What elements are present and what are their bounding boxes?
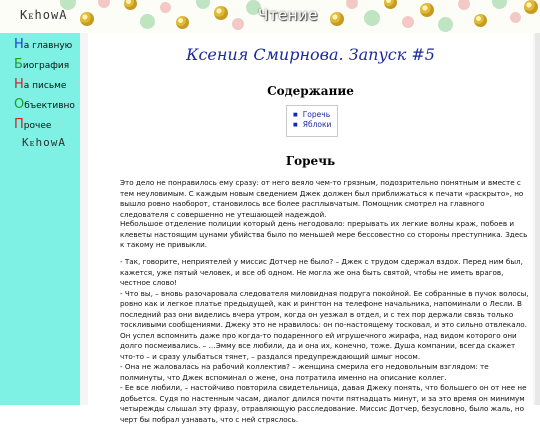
top-banner xyxy=(0,0,540,34)
sidebar-item-other[interactable] xyxy=(14,117,75,137)
site-logo[interactable]: KᴇhowA xyxy=(20,8,68,22)
sidebar-item-home[interactable] xyxy=(14,37,75,57)
story-paragraph: Небольшое отделение полиции который день негодовало: прерывать их легкие волны краж, побоев и клеветы настоящим цунами убийства было по меньшей мере бессовестно со стороны преступника. Здесь к такому не привыкли. xyxy=(120,219,528,249)
toc-link-apples[interactable]: ■ Яблоки xyxy=(293,120,331,130)
table-of-contents xyxy=(286,105,338,137)
dialog-line: - Она не жаловалась на рабочий коллектив? – женщина смерила его недовольным взглядом: те полминуты, что Джек вспоминал о жене, она потратила именно на описание коллег. xyxy=(120,362,489,382)
sidebar-item-label: а главную xyxy=(23,41,73,51)
dialog-line: - Так, говорите, неприятелей у миссис Дотчер не было? – Джек с трудом сдержал вздох. Перед ним был, кажется, уже пятый человек, и все об одном. Не могла же она быть святой, чтобы не иметь врагов, честное слово! xyxy=(120,257,523,287)
page-title: Ксения Смирнова. Запуск #5 xyxy=(186,45,435,64)
sidebar-item-biography[interactable] xyxy=(14,57,75,77)
sidebar-item-label: бъективно xyxy=(24,101,75,111)
toc-link-bitterness[interactable]: ■ Горечь xyxy=(293,110,331,120)
sidebar-item-label: рочее xyxy=(23,121,52,131)
story-paragraph: Это дело не понравилось ему сразу: от него веяло чем-то грязным, подозрительно понятным и вместе с тем неуловимым. С каждым новым сведением Джек должен был приближаться к печати «раскрыто», но вышло ровно наоборот, становилось все более расплывчатым. Помощник смотрел на главного следователя с совершенно не утешающей надеждой. xyxy=(120,178,524,219)
sidebar xyxy=(0,33,80,405)
main-content xyxy=(88,33,533,424)
sidebar-item-initial: Н xyxy=(14,37,24,52)
sidebar-logo: KᴇhowA xyxy=(22,136,67,149)
toc-heading: Содержание xyxy=(267,84,354,98)
scrollbar[interactable] xyxy=(535,33,540,405)
sidebar-item-initial: П xyxy=(14,117,24,132)
sidebar-item-initial: О xyxy=(14,97,25,112)
sidebar-item-label: а письме xyxy=(23,81,67,91)
sidebar-item-writing[interactable] xyxy=(14,77,75,97)
sidebar-nav xyxy=(14,37,75,137)
sidebar-item-label: иография xyxy=(22,61,70,71)
section-heading: Горечь xyxy=(285,154,336,168)
sidebar-item-initial: Б xyxy=(14,57,23,72)
banner-title: Чтение xyxy=(258,6,319,24)
dialog-line: - Что вы, – вновь разочаровала следователя миловидная подруга покойной. Ее собранные в пучок волосы, ровно как и легкое платье предыдущей, как и рингтон на телефоне начальника, напоминали о Лесли. В последний раз они виделись вчера утром, когда он уезжал в отдел, и с тех пор держали связь только тоскливыми сообщениями. Джеку это не нравилось: он по-настоящему тосковал, и это сильно отвлекало. Он успел вспомнить даже про когда-то подаренного ей игрушечного жирафа, над видом которого они долго посмеивались. – …Эмму все любили, да и она их, конечно, тоже. Душа компании, всегда скажет что-то – и сразу улыбаться тянет, – раздался предупреждающий шмыг носом. xyxy=(120,288,529,361)
sidebar-item-initial: Н xyxy=(14,77,24,92)
sidebar-item-objectively[interactable] xyxy=(14,97,75,117)
dialog-line: - Ее все любили, – настойчиво повторила свидетельница, давая Джеку понять, что большего он от нее не добьется. Судя по настенным часам, диалог длился почти пятнадцать минут, и за это время он минимум четырежды слышал эту фразу, отравляющую расследование. Миссис Дотчер, безусловно, было жаль, но черт бы побрал узнавать, что с ней стряслось. xyxy=(120,383,527,424)
story-dialog xyxy=(120,257,530,425)
